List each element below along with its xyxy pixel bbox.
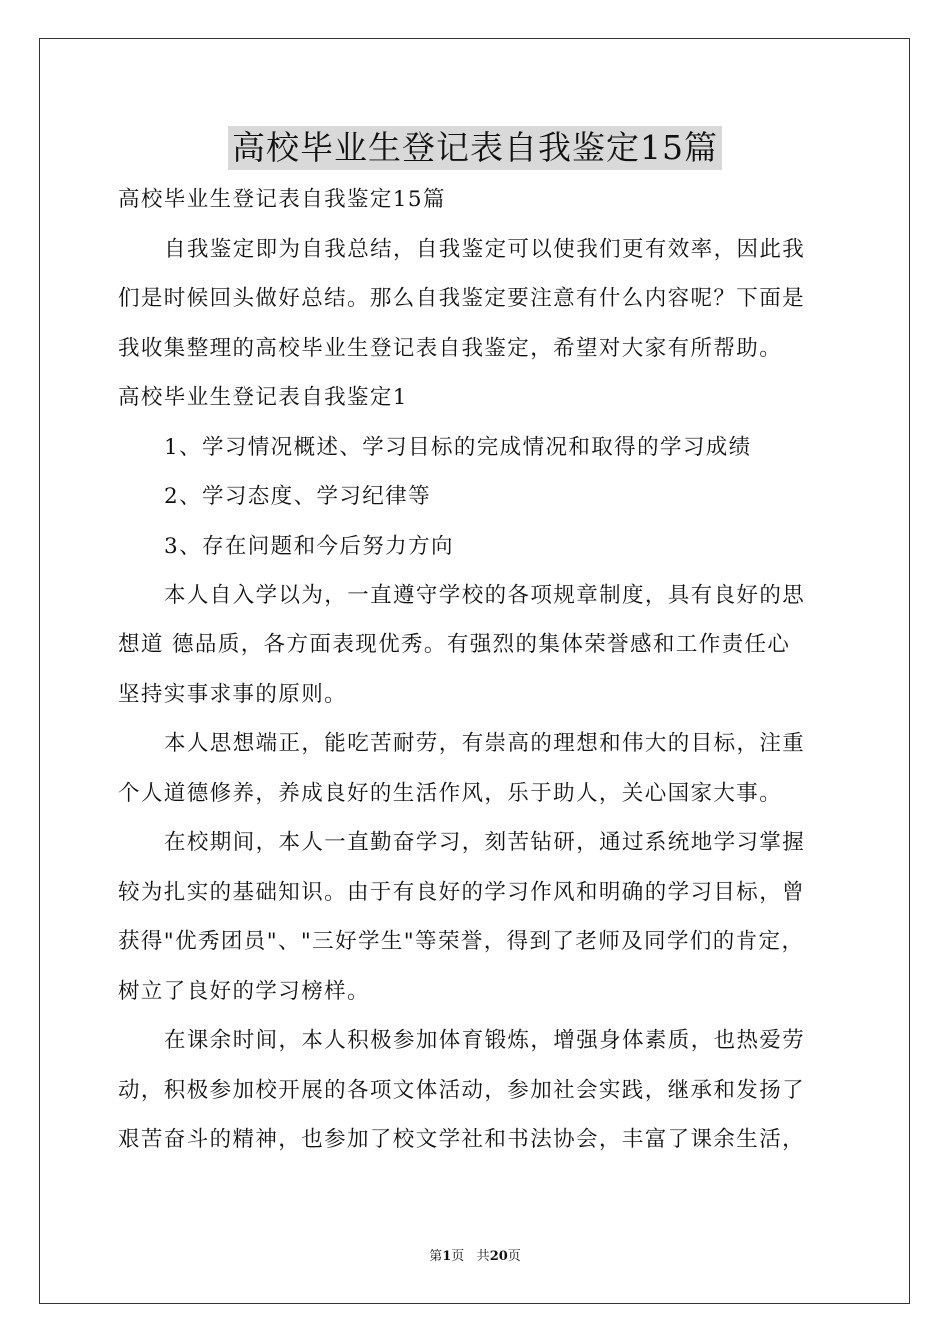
paragraph-line: 坚持实事求事的原则。	[118, 682, 348, 707]
page-border	[39, 38, 910, 1304]
footer-page-number: 1	[442, 1249, 452, 1264]
paragraph-line: 想道 德品质，各方面表现优秀。有强烈的集体荣誉感和工作责任心	[118, 632, 791, 657]
page-footer	[0, 1248, 950, 1266]
paragraph-line: 在校期间，本人一直勤奋学习，刻苦钻研，通过系统地学习掌握	[164, 830, 806, 855]
paragraph-line: 本人自入学以为，一直遵守学校的各项规章制度，具有良好的思	[164, 583, 806, 608]
paragraph-line: 自我鉴定即为自我总结，自我鉴定可以使我们更有效率，因此我	[164, 237, 806, 262]
title-container	[0, 126, 950, 170]
subtitle-line: 高校毕业生登记表自我鉴定15篇	[118, 187, 446, 212]
document-title: 高校毕业生登记表自我鉴定15篇	[228, 126, 722, 170]
section-heading: 高校毕业生登记表自我鉴定1	[118, 385, 408, 410]
footer-total-suffix: 页	[507, 1249, 521, 1264]
list-item: 1、学习情况概述、学习目标的完成情况和取得的学习成绩	[164, 435, 752, 460]
paragraph-line: 个人道德修养，养成良好的生活作风，乐于助人，关心国家大事。	[118, 781, 783, 806]
paragraph-line: 获得"优秀团员"、"三好学生"等荣誉，得到了老师及同学们的肯定，	[118, 929, 805, 954]
paragraph-line: 在课余时间，本人积极参加体育锻炼，增强身体素质，也热爱劳	[164, 1028, 806, 1053]
footer-page-suffix: 页	[451, 1249, 465, 1264]
paragraph-line: 树立了良好的学习榜样。	[118, 979, 370, 1004]
footer-prefix: 第	[429, 1249, 443, 1264]
paragraph-line: 较为扎实的基础知识。由于有良好的学习作风和明确的学习目标，曾	[118, 880, 806, 905]
paragraph-line: 动，积极参加校开展的各项文体活动，参加社会实践，继承和发扬了	[118, 1078, 806, 1103]
paragraph-line: 本人思想端正，能吃苦耐劳，有崇高的理想和伟大的目标，注重	[164, 731, 806, 756]
paragraph-line: 艰苦奋斗的精神，也参加了校文学社和书法协会，丰富了课余生活，	[118, 1127, 806, 1152]
list-item: 3、存在问题和今后努力方向	[164, 534, 454, 559]
paragraph-line: 我收集整理的高校毕业生登记表自我鉴定，希望对大家有所帮助。	[118, 336, 783, 361]
footer-total-prefix: 共	[476, 1249, 490, 1264]
list-item: 2、学习态度、学习纪律等	[164, 484, 431, 509]
footer-total-pages: 20	[489, 1249, 508, 1264]
paragraph-line: 们是时候回头做好总结。那么自我鉴定要注意有什么内容呢？下面是	[118, 286, 806, 311]
